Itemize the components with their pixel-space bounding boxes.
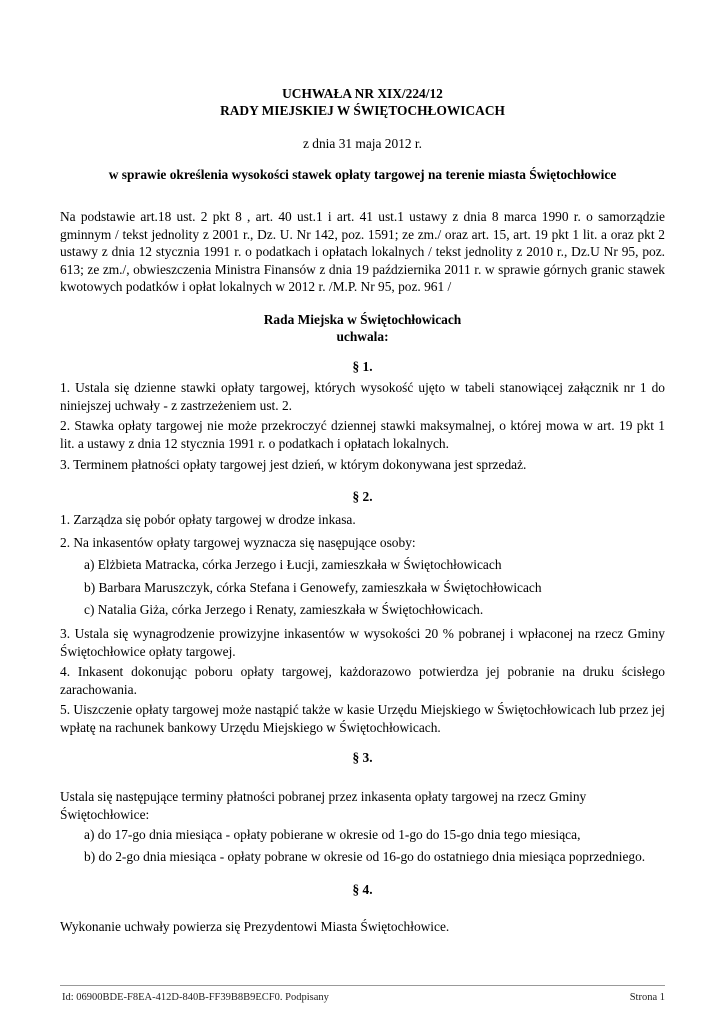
- resolution-subject: w sprawie określenia wysokości stawek opłaty targowej na terenie miasta Świętochłowice: [108, 167, 617, 182]
- resolution-title-line2: RADY MIEJSKIEJ W ŚWIĘTOCHŁOWICACH: [220, 103, 505, 118]
- section-1-heading: § 1.: [352, 359, 373, 374]
- collector-item-a: a) Elżbieta Matracka, córka Jerzego i Łucji, zamieszkała w Świętochłowicach: [84, 557, 502, 572]
- section-2-heading: § 2.: [352, 489, 373, 504]
- resolution-title-line1: UCHWAŁA NR XIX/224/12: [282, 86, 443, 101]
- council-resolves-line1: Rada Miejska w Świętochłowicach: [263, 312, 462, 327]
- council-resolves-line2: uchwala:: [336, 329, 389, 344]
- collector-item-b: b) Barbara Maruszczyk, córka Stefana i Genowefy, zamieszkała w Świętochłowicach: [84, 580, 542, 595]
- footer-divider: [60, 985, 665, 986]
- section-4-heading: § 4.: [352, 882, 373, 897]
- section-1-paragraph-2: 2. Stawka opłaty targowej nie może przekroczyć dziennej stawki maksymalnej, o której mowa w art. 19 pkt 1 lit. a ustawy z dnia 12 stycznia 1991 r. o podatkach i opłatach lokalnych.: [60, 418, 665, 451]
- section-1-paragraph-1: 1. Ustala się dzienne stawki opłaty targowej, których wysokość ujęto w tabeli stanowiącej załącznik nr 1 do niniejszej uchwały - z zastrzeżeniem ust. 2.: [60, 380, 665, 413]
- collector-item-c: c) Natalia Giża, córka Jerzego i Renaty, zamieszkała w Świętochłowicach.: [84, 602, 484, 617]
- section-4-text: Wykonanie uchwały powierza się Prezydentowi Miasta Świętochłowice.: [60, 919, 450, 934]
- section-2-paragraph-5: 5. Uiszczenie opłaty targowej może nastąpić także w kasie Urzędu Miejskiego w Świętochłowicach lub przez jej wpłatę na rachunek bankowy Urzędu Miejskiego w Świętochłowicach.: [60, 702, 665, 735]
- document-id: Id: 06900BDE-F8EA-412D-840B-FF39B8B9ECF0. Podpisany: [62, 992, 329, 1003]
- payment-term-b: b) do 2-go dnia miesiąca - opłaty pobrane w okresie od 16-go do ostatniego dnia miesiąca poprzedniego.: [84, 849, 646, 864]
- section-2-paragraph-4: 4. Inkasent dokonując poboru opłaty targowej, każdorazowo potwierdza jej pobranie na druku ścisłego zarachowania.: [60, 664, 665, 697]
- resolution-date: z dnia 31 maja 2012 r.: [303, 136, 422, 151]
- section-2-paragraph-3: 3. Ustala się wynagrodzenie prowizyjne inkasentów w wysokości 20 % pobranej i wpłaconej na rzecz Gminy Świętochłowice opłaty targowej.: [60, 626, 665, 659]
- section-3-heading: § 3.: [352, 750, 373, 765]
- section-3-intro: Ustala się następujące terminy płatności pobranej przez inkasenta opłaty targowej na rzecz Gminy Świętochłowice:: [60, 789, 587, 822]
- section-1-paragraph-3: 3. Terminem płatności opłaty targowej jest dzień, w którym dokonywana jest sprzedaż.: [60, 457, 527, 472]
- legal-basis-paragraph: Na podstawie art.18 ust. 2 pkt 8 , art. 40 ust.1 i art. 41 ust.1 ustawy z dnia 8 marca 1990 r. o samorządzie gminnym / tekst jednolity z 2001 r., Dz. U. Nr 142, poz. 1591; ze zm./ oraz art. 15, art. 19 pkt 1 lit. a oraz pkt 2 ustawy z dnia 12 stycznia 1991 r. o podatkach i opłatach lokalnych / tekst jednolity z 2010 r., Dz.U Nr 95, poz. 613; ze zm./, obwieszczenia Ministra Finansów z dnia 19 października 2011 r. w sprawie górnych granic stawek kwotowych podatków i opłat lokalnych w 2012 r. /M.P. Nr 95, poz. 961 /: [60, 209, 665, 294]
- section-2-paragraph-1: 1. Zarządza się pobór opłaty targowej w drodze inkasa.: [60, 512, 356, 527]
- page-number: Strona 1: [629, 992, 665, 1003]
- section-2-paragraph-2: 2. Na inkasentów opłaty targowej wyznacza się nasępujące osoby:: [60, 535, 416, 550]
- payment-term-a: a) do 17-go dnia miesiąca - opłaty pobierane w okresie od 1-go do 15-go dnia tego miesiąca,: [84, 827, 581, 842]
